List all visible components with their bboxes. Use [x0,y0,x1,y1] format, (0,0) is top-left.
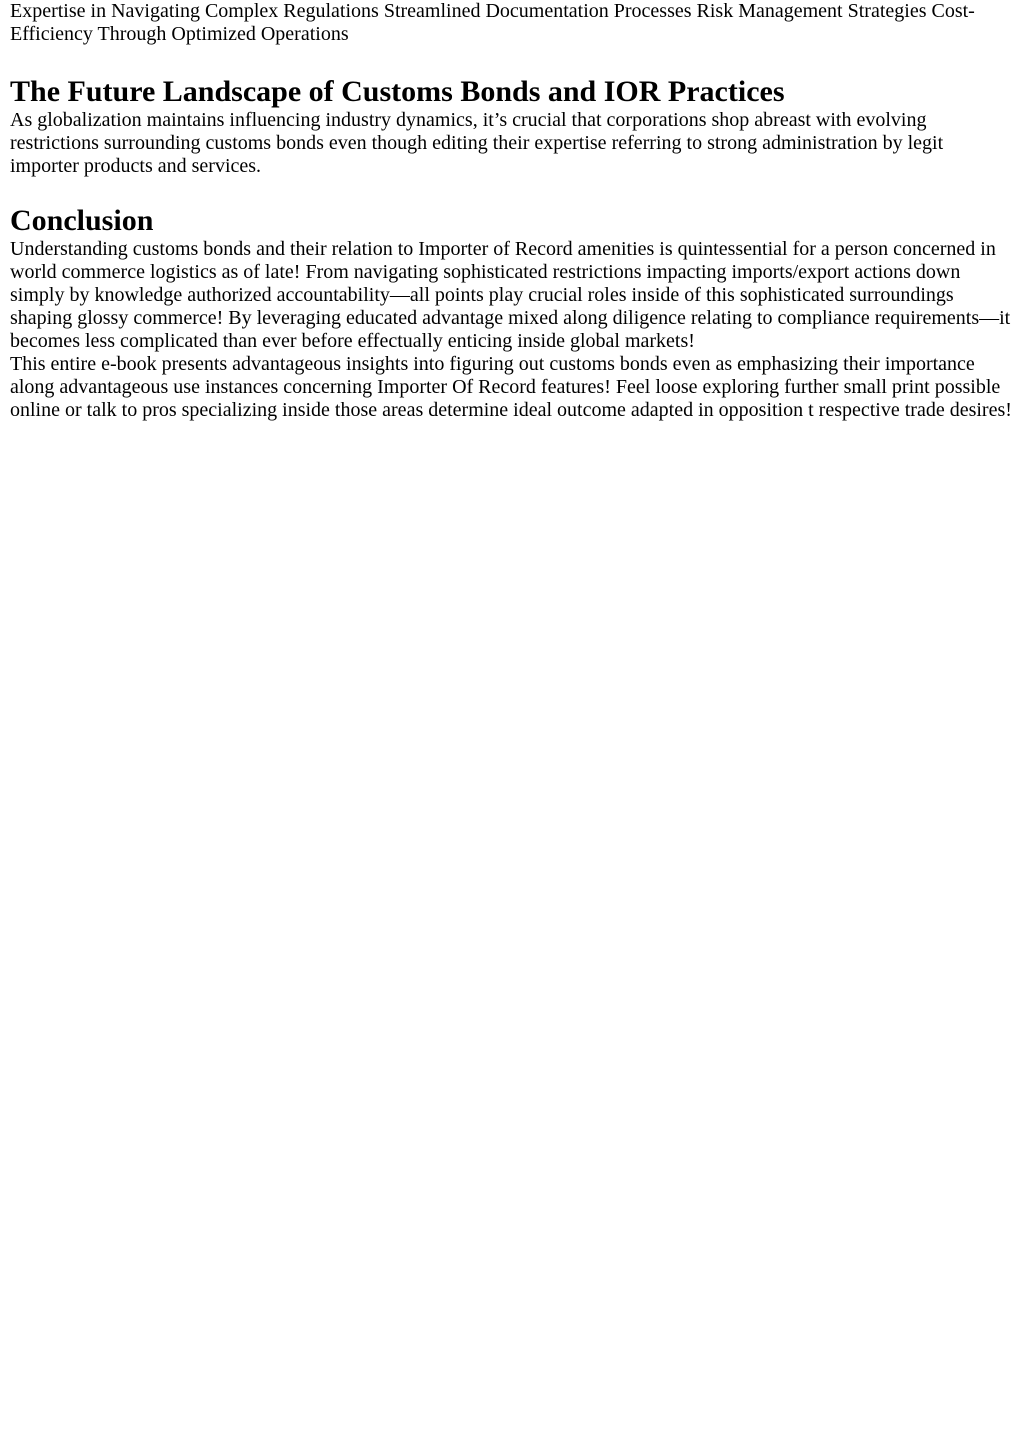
intro-text: Expertise in Navigating Complex Regulations Streamlined Documentation Processes Risk Management Strategies Cost-Efficiency Through Optimized Operations [10,0,975,45]
paragraph-future-landscape: As globalization maintains influencing industry dynamics, it’s crucial that corporations shop abreast with evolving restrictions surrounding customs bonds even though editing their expertise referring to strong administration by legit importer products and services. [10,109,944,177]
section-heading-conclusion: Conclusion [10,204,154,237]
document-page [0,0,1024,422]
paragraph-conclusion-1: Understanding customs bonds and their relation to Importer of Record amenities is quintessential for a person concerned in world commerce logistics as of late! From navigating sophisticated restrictions impacting imports/export actions down simply by knowledge authorized accountability—all points play crucial roles inside of this sophisticated surroundings shaping glossy commerce! By leveraging educated advantage mixed along diligence relating to compliance requirements—it becomes less complicated than ever before effectually enticing inside global markets! [10,238,1011,352]
paragraph-conclusion-2: This entire e-book presents advantageous insights into figuring out customs bonds even as emphasizing their importance along advantageous use instances concerning Importer Of Record features! Feel loose exploring further small print possible online or talk to pros specializing inside those areas determine ideal outcome adapted in opposition t respective trade desires! [10,353,1012,421]
section-heading-future-landscape: The Future Landscape of Customs Bonds and IOR Practices [10,75,785,108]
